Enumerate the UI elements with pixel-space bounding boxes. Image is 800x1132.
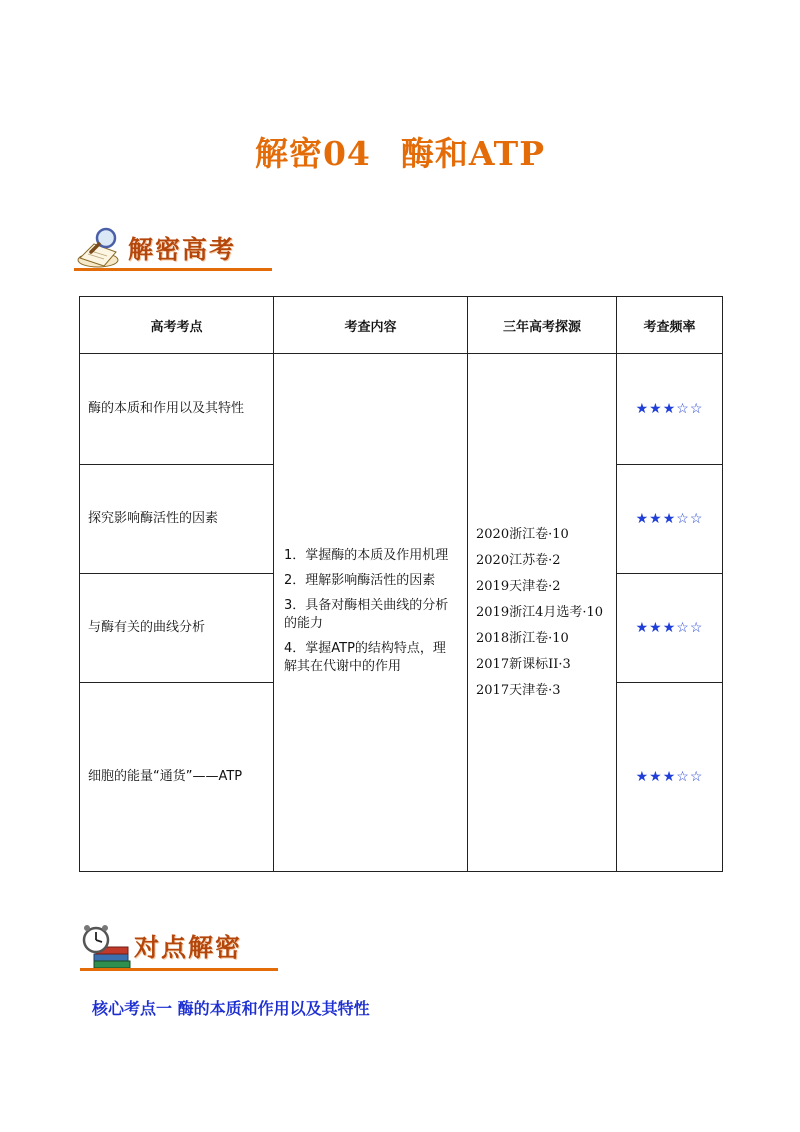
source-item: 2017新课标II·3 xyxy=(476,656,571,672)
source-item: 2020江苏卷·2 xyxy=(476,552,561,568)
source-item: 2019天津卷·2 xyxy=(476,578,561,594)
table-header: 考查频率 xyxy=(617,297,723,354)
content-item: 4．掌握ATP的结构特点，理解其在代谢中的作用 xyxy=(284,640,446,674)
source-item: 2019浙江4月选考·10 xyxy=(476,604,604,620)
frequency-rating: ★★★☆☆ xyxy=(617,574,723,683)
core-topic-heading: 核心考点一 酶的本质和作用以及其特性 xyxy=(92,999,370,1018)
content-item: 3．具备对酶相关曲线的分析的能力 xyxy=(284,597,449,631)
source-item: 2018浙江卷·10 xyxy=(476,630,569,646)
topic-cell: 探究影响酶活性的因素 xyxy=(80,465,274,574)
content-item: 2．理解影响酶活性的因素 xyxy=(284,572,436,588)
frequency-rating: ★★★☆☆ xyxy=(617,465,723,574)
source-item: 2020浙江卷·10 xyxy=(476,526,569,542)
table-header: 考查内容 xyxy=(274,297,468,354)
table-header-row xyxy=(80,297,723,354)
frequency-rating: ★★★☆☆ xyxy=(617,683,723,872)
content-cell xyxy=(274,354,468,872)
banner-underline xyxy=(74,268,272,271)
title-prefix: 解密04 xyxy=(254,134,371,173)
section-banner-gaokao xyxy=(74,222,274,278)
exam-table xyxy=(79,296,723,872)
topic-cell: 酶的本质和作用以及其特性 xyxy=(80,354,274,465)
source-item: 2017天津卷·3 xyxy=(476,682,561,698)
clock-books-icon xyxy=(80,920,132,972)
table-header: 高考考点 xyxy=(80,297,274,354)
topic-cell: 细胞的能量“通货”——ATP xyxy=(80,683,274,872)
magnifier-book-icon xyxy=(74,222,126,274)
section-title-gaokao: 解密高考 xyxy=(128,235,237,264)
title-main: 酶和ATP xyxy=(400,134,546,173)
frequency-rating: ★★★☆☆ xyxy=(617,354,723,465)
banner-underline xyxy=(80,968,278,971)
sources-cell xyxy=(468,354,617,872)
section-title-duidian: 对点解密 xyxy=(134,933,243,962)
section-banner-duidian xyxy=(80,920,280,976)
content-item: 1．掌握酶的本质及作用机理 xyxy=(284,547,449,563)
page-title xyxy=(0,128,800,175)
table-row xyxy=(80,354,723,465)
topic-cell: 与酶有关的曲线分析 xyxy=(80,574,274,683)
table-header: 三年高考探源 xyxy=(468,297,617,354)
